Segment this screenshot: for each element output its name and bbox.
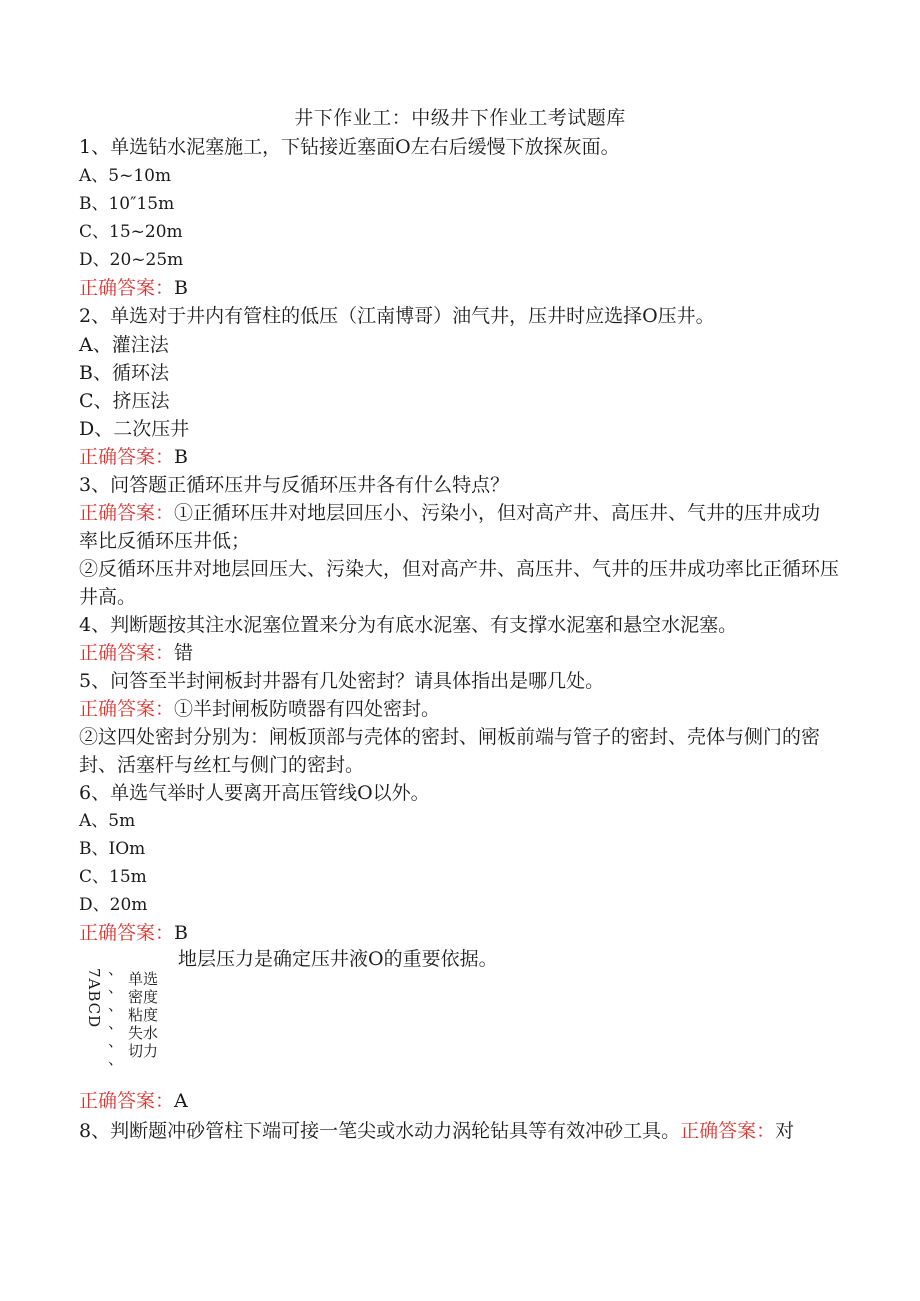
answer-label: 正确答案：: [79, 446, 175, 468]
answer-label: 正确答案：: [79, 1090, 175, 1112]
question-8-stem: 8、判断题冲砂管柱下端可接一笔尖或水动力涡轮钻具等有效冲砂工具。: [79, 1120, 681, 1142]
question-8: [79, 1117, 839, 1145]
answer-value: ①半封闸板防喷器有四处密封。: [174, 698, 441, 720]
question-7-options-block: [86, 960, 176, 1080]
question-6-option-d: D、20m: [79, 895, 148, 915]
question-6-answer: [79, 919, 839, 947]
question-3-stem: 3、问答题正循环压井与反循环压井各有什么特点？: [79, 474, 510, 496]
answer-value: ①正循环压井对地层回压小、污染小，但对高产井、高压井、气井的压井成功率比反循环压井低；: [79, 502, 821, 552]
question-7-number-column: 7ABCD: [85, 968, 103, 1029]
question-5-stem: 5、问答至半封闸板封井器有几处密封？请具体指出是哪几处。: [79, 670, 605, 692]
question-1-option-a: A、5~10m: [79, 166, 172, 186]
question-6-option-a: A、5m: [79, 811, 136, 831]
question-7-option-b: 粘度: [128, 1006, 159, 1024]
answer-label: 正确答案：: [680, 1120, 776, 1142]
answer-value: 对: [775, 1120, 795, 1142]
question-2-option-c: C、挤压法: [79, 390, 170, 412]
question-7-options: [128, 970, 158, 1060]
question-3-answer: [79, 499, 839, 555]
question-2-option-d: D、二次压井: [79, 418, 190, 440]
answer-label: 正确答案：: [79, 277, 175, 299]
question-4-stem: 4、判断题按其注水泥塞位置来分为有底水泥塞、有支撑水泥塞和悬空水泥塞。: [79, 614, 738, 636]
question-5-answer: [79, 695, 839, 723]
question-7-option-a: 密度: [128, 988, 159, 1006]
answer-label: 正确答案：: [79, 502, 175, 524]
answer-value: A: [174, 1090, 188, 1112]
question-2-option-a: A、灌注法: [79, 334, 169, 356]
question-6-stem: 6、单选气举时人要离开高压管线O以外。: [79, 782, 430, 804]
question-7-answer: [79, 1087, 839, 1115]
question-2-answer: [79, 443, 839, 471]
question-5-answer-part-2: ②这四处密封分别为：闸板顶部与壳体的密封、闸板前端与管子的密封、壳体与侧门的密封、活塞杆与丝杠与侧门的密封。: [79, 726, 821, 776]
page-title: 井下作业工：中级井下作业工考试题库: [294, 107, 626, 129]
answer-value: B: [174, 922, 188, 944]
question-7-option-d: 切力: [128, 1042, 159, 1060]
question-1-option-c: C、15~20m: [79, 222, 183, 242]
question-7-stem: 地层压力是确定压井液O的重要依据。: [178, 948, 498, 970]
question-7-type: 单选: [128, 970, 159, 988]
question-3-answer-part-2: ②反循环压井对地层回压大、污染大，但对高产井、高压井、气井的压井成功率比正循环压井高。: [79, 558, 840, 608]
question-1-answer: [79, 274, 839, 302]
answer-label: 正确答案：: [79, 698, 175, 720]
question-6-option-c: C、15m: [79, 867, 147, 887]
question-2-stem: 2、单选对于井内有管柱的低压（江南博哥）油气井，压井时应选择O压井。: [79, 305, 715, 327]
question-4-answer: [79, 639, 839, 667]
question-1-option-b: B、10″15m: [79, 194, 175, 214]
question-7-option-c: 失水: [128, 1024, 159, 1042]
question-1-option-d: D、20~25m: [79, 250, 184, 270]
question-2-option-b: B、循环法: [79, 362, 169, 384]
question-7-separators: 、 、 、 、 、 、: [108, 960, 124, 1068]
question-1-stem: 1、单选钻水泥塞施工，下钻接近塞面O左右后缓慢下放探灰面。: [79, 136, 620, 158]
answer-label: 正确答案：: [79, 922, 175, 944]
answer-value: B: [174, 446, 188, 468]
answer-value: 错: [174, 642, 194, 664]
question-6-option-b: B、IOm: [79, 839, 146, 859]
answer-value: B: [174, 277, 188, 299]
answer-label: 正确答案：: [79, 642, 175, 664]
